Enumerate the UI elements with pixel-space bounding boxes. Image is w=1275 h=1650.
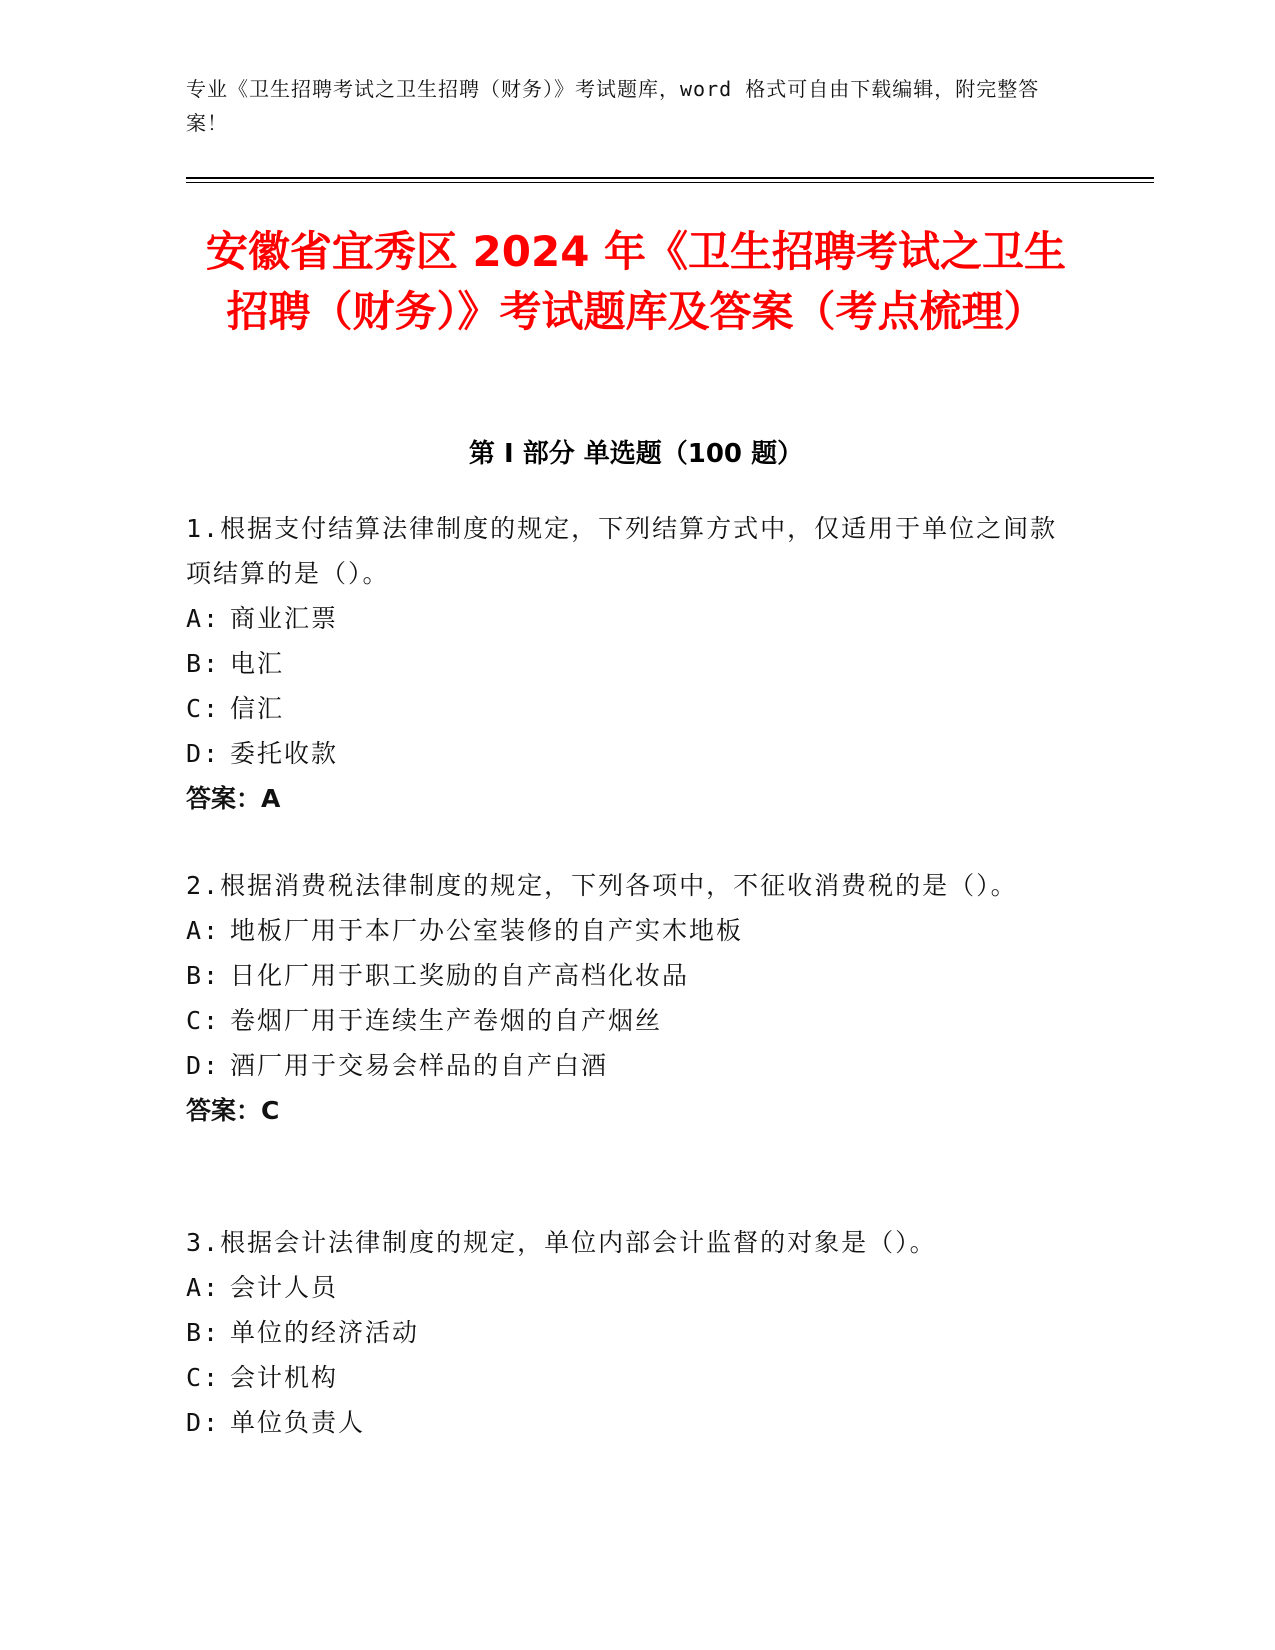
option-d (186, 731, 1066, 776)
option-key: D: (186, 739, 221, 768)
option-key: A: (186, 916, 221, 945)
option-text: 地板厂用于本厂办公室装修的自产实木地板 (230, 916, 744, 945)
option-c (186, 998, 1066, 1043)
option-key: C: (186, 694, 221, 723)
section-title: 第 I 部分 单选题（100 题） (468, 439, 804, 469)
option-key: C: (186, 1363, 221, 1392)
question-stem: 3.根据会计法律制度的规定，单位内部会计监督的对象是（）。 (186, 1228, 937, 1257)
option-text: 委托收款 (230, 739, 339, 768)
option-text: 信汇 (230, 694, 285, 723)
option-text: 酒厂用于交易会样品的自产白酒 (230, 1051, 609, 1080)
header-divider-thin (186, 182, 1154, 183)
document-title: 安徽省宜秀区 2024 年《卫生招聘考试之卫生招聘（财务）》考试题库及答案（考点梳理） (205, 227, 1067, 336)
option-key: D: (186, 1408, 221, 1437)
option-text: 日化厂用于职工奖励的自产高档化妆品 (230, 961, 690, 990)
option-key: B: (186, 1318, 221, 1347)
option-text: 卷烟厂用于连续生产卷烟的自产烟丝 (230, 1006, 663, 1035)
option-key: A: (186, 604, 221, 633)
option-b (186, 641, 1066, 686)
option-key: A: (186, 1273, 221, 1302)
option-a (186, 1265, 1066, 1310)
option-a (186, 908, 1066, 953)
question-2 (186, 863, 1066, 1133)
option-d (186, 1400, 1066, 1445)
option-text: 商业汇票 (230, 604, 339, 633)
answer-label: 答案：C (186, 1096, 280, 1125)
option-text: 单位的经济活动 (230, 1318, 420, 1347)
option-d (186, 1043, 1066, 1088)
question-stem: 2.根据消费税法律制度的规定，下列各项中，不征收消费税的是（）。 (186, 871, 1018, 900)
header-note: 专业《卫生招聘考试之卫生招聘（财务）》考试题库，word 格式可自由下载编辑，附完整答案！ (186, 77, 1040, 135)
option-key: B: (186, 961, 221, 990)
answer-label: 答案：A (186, 784, 281, 813)
option-key: B: (186, 649, 221, 678)
option-key: D: (186, 1051, 221, 1080)
option-b (186, 1310, 1066, 1355)
question-stem: 1.根据支付结算法律制度的规定，下列结算方式中，仅适用于单位之间款项结算的是（）。 (186, 514, 1058, 588)
option-text: 单位负责人 (230, 1408, 366, 1437)
option-c (186, 686, 1066, 731)
option-b (186, 953, 1066, 998)
option-key: C: (186, 1006, 221, 1035)
option-a (186, 596, 1066, 641)
option-text: 会计机构 (230, 1363, 339, 1392)
option-text: 电汇 (230, 649, 285, 678)
question-3 (186, 1220, 1066, 1445)
option-c (186, 1355, 1066, 1400)
question-1 (186, 506, 1066, 821)
option-text: 会计人员 (230, 1273, 339, 1302)
header-divider-thick (186, 177, 1154, 179)
